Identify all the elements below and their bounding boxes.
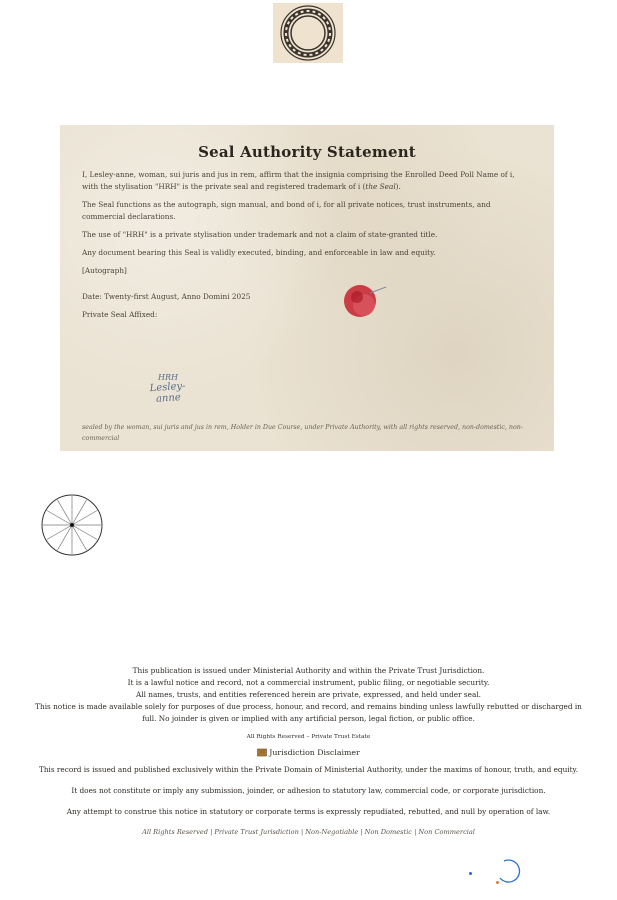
statement-para-4: Any document bearing this Seal is validly executed, binding, and enforceable in law and equity. [82, 248, 436, 257]
para1-text: I, Lesley-anne, woman, sui juris and jus in rem, affirm that the insignia comprising the Enrolled Deed Poll Name of i, with the stylisation "HRH" is the private seal and registered trademark of i ( [82, 170, 515, 191]
statement-date: Date: Twenty-first August, Anno Domini 2025 [82, 292, 251, 301]
para1-italic: the Seal [365, 182, 396, 191]
footer-line-3: All names, trusts, and entities referenced herein are private, expressed, and held under seal. [136, 690, 481, 699]
scroll-icon [257, 748, 267, 757]
footer-line-2: It is a lawful notice and record, not a commercial instrument, public filing, or negotiable security. [127, 678, 490, 687]
laurel-wreath-icon [273, 3, 343, 63]
para1-end: ). [395, 182, 401, 191]
sealed-by-text: sealed by the woman, sui juris and jus in rem, Holder in Due Course, under Private Authority, with all rights reserved, non-domestic, non-commercial [82, 424, 523, 443]
disclaimer-para-2: It does not constitute or imply any submission, joinder, or adhesion to statutory law, commercial code, or corporate jurisdiction. [71, 786, 546, 795]
statement-para-2: The Seal functions as the autograph, sign manual, and bond of i, for all private notices, trust instruments, and commercial declarations. [82, 200, 491, 221]
seal-authority-statement [60, 125, 554, 451]
signature-initials: HRH [158, 373, 178, 382]
footer-tagline: All Rights Reserved | Private Trust Jurisdiction | Non-Negotiable | Non Domestic | Non Commercial [142, 828, 475, 836]
footer [0, 665, 617, 836]
disclaimer-para-3: Any attempt to construe this notice in statutory or corporate terms is expressly repudiated, rebutted, and null by operation of law. [66, 807, 551, 816]
loading-spinner-icon [498, 858, 528, 890]
disclaimer-heading [0, 748, 617, 757]
autograph-label: [Autograph] [82, 266, 127, 275]
signature [138, 373, 198, 404]
wax-seal-icon [340, 281, 388, 329]
disclaimer-para-1: This record is issued and published exclusively within the Private Domain of Ministerial Authority, under the maxims of honour, truth, and equity. [38, 765, 579, 774]
wheel-icon [41, 494, 105, 562]
status-dot [469, 872, 472, 875]
rights-reserved: All Rights Reserved – Private Trust Estate [246, 734, 371, 740]
disclaimer-title: Jurisdiction Disclaimer [269, 748, 360, 757]
statement-title: Seal Authority Statement [198, 143, 416, 161]
footer-line-4: This notice is made available solely for purposes of due process, honour, and record, and remains binding unless lawfully rebutted or discharged in full. No joinder is given or implied with any artificial person, legal fiction, or public office. [35, 702, 582, 723]
signature-name: Lesley-anne [149, 380, 186, 405]
seal-affixed-label: Private Seal Affixed: [82, 310, 158, 319]
statement-para-1 [82, 169, 532, 193]
statement-para-3: The use of "HRH" is a private stylisation under trademark and not a claim of state-granted title. [82, 230, 438, 239]
footer-line-1: This publication is issued under Ministerial Authority and within the Private Trust Jurisdiction. [132, 666, 485, 675]
